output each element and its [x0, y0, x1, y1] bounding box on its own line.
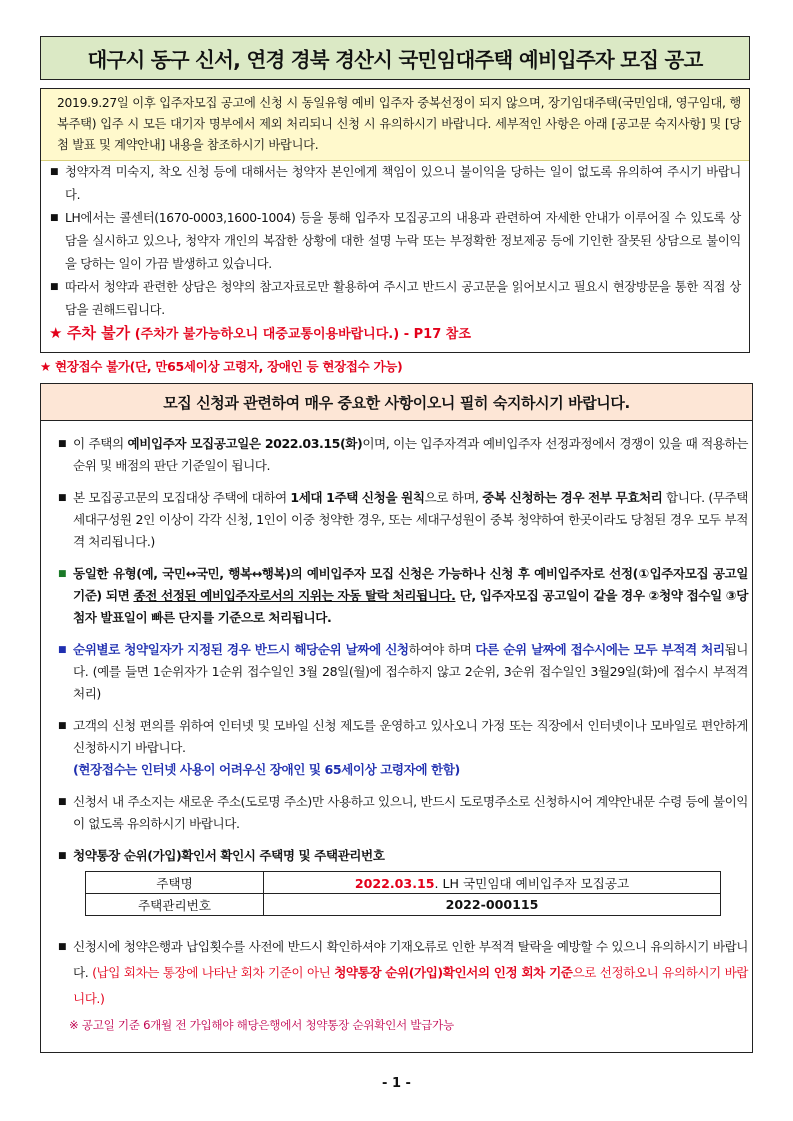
bullet-square-icon: ■: [58, 569, 67, 579]
table-cell-value: 2022.03.15. LH 국민임대 예비입주자 모집공고: [264, 872, 721, 894]
table-row: [86, 872, 721, 894]
house-info-table: [85, 871, 721, 916]
footnote: ※ 공고일 기준 6개월 전 가입해야 해당은행에서 청약통장 순위확인서 발급가능: [69, 1018, 454, 1032]
bullet-square-icon: ■: [58, 645, 67, 655]
list-item: ■ 본 모집공고문의 모집대상 주택에 대하여 1세대 1주택 신청을 원칙으로 하며, 중복 신청하는 경우 전부 무효처리 합니다. (무주택세대구성원 2인 이상이 각각 신청, 1인이 이중 청약한 경우, 또는 세대구성원이 중복 청약하여 한곳이라도 당첨된 경우 모두 부적격 처리됩니다.): [51, 487, 748, 553]
notice-highlight: 2019.9.27일 이후 입주자모집 공고에 신청 시 동일유형 예비 입주자 중복선정이 되지 않으며, 장기임대주택(국민임대, 영구임대, 행복주택) 입주 시 모든 대기자 명부에서 제외 처리되니 신청 시 유의하시기 바랍니다. 세부적인 사항은 아래 [공고문 숙지사항] 및 [당첨 발표 및 계약안내] 내용을 참조하시기 바랍니다.: [41, 89, 749, 161]
table-cell-label: 주택관리번호: [86, 894, 264, 916]
list-item: ■ 고객의 신청 편의를 위하여 인터넷 및 모바일 신청 제도를 운영하고 있사오니 가정 또는 직장에서 인터넷이나 모바일로 편안하게 신청하시기 바랍니다. (현장접수는 인터넷 사용이 어려우신 장애인 및 65세이상 고령자에 한함): [51, 715, 748, 781]
important-notice-heading: 모집 신청과 관련하여 매우 중요한 사항이오니 필히 숙지하시기 바랍니다.: [41, 384, 752, 421]
bullet-square-icon: ■: [58, 851, 67, 861]
page-number: - 1 -: [382, 1076, 411, 1091]
table-cell-value: 2022-000115: [264, 894, 721, 916]
bullet-square-icon: ■: [58, 942, 67, 952]
notice-bullet: ■ LH에서는 콜센터(1670-0003,1600-1004) 등을 통해 입주자 모집공고의 내용과 관련하여 자세한 안내가 이루어질 수 있도록 상담을 실시하고 있으나, 청약자 개인의 복잡한 상황에 대한 설명 누락 또는 부정확한 정보제공 등에 기인한 잘못된 상담으로 불이익을 당하는 일이 가끔 발생하고 있습니다.: [41, 207, 749, 276]
list-item: ■ 청약통장 순위(가입)확인서 확인시 주택명 및 주택관리번호: [51, 845, 748, 867]
bullet-square-icon: ■: [50, 213, 59, 223]
bullet-square-icon: ■: [50, 282, 59, 292]
bullet-square-icon: ■: [58, 797, 67, 807]
parking-notice: ★ 주차 불가 (주차가 불가능하오니 대중교통이용바랍니다.) - P17 참조: [49, 324, 471, 342]
list-item: ■ 이 주택의 예비입주자 모집공고일은 2022.03.15(화)이며, 이는 입주자격과 예비입주자 선정과정에서 경쟁이 있을 때 적용하는 순위 및 배점의 판단 기준일이 됩니다.: [51, 433, 748, 477]
bullet-square-icon: ■: [58, 493, 67, 503]
list-item: ■ 신청서 내 주소지는 새로운 주소(도로명 주소)만 사용하고 있으니, 반드시 도로명주소로 신청하시어 계약안내문 수령 등에 불이익이 없도록 유의하시기 바랍니다.: [51, 791, 748, 835]
bullet-square-icon: ■: [58, 439, 67, 449]
notice-bullet: ■ 따라서 청약과 관련한 상담은 청약의 참고자료로만 활용하여 주시고 반드시 공고문을 읽어보시고 필요시 현장방문을 통한 직접 상담을 권해드립니다.: [41, 276, 749, 322]
important-notice-box: [40, 383, 753, 1053]
list-item: ■ 순위별로 청약일자가 지정된 경우 반드시 해당순위 날짜에 신청하여야 하며 다른 순위 날짜에 접수시에는 모두 부적격 처리됩니다. (예를 들면 1순위자가 1순위 접수일인 3월 28일(월)에 접수하지 않고 2순위, 3순위 접수일인 3월29일(화)에 접수시 부적격 처리): [51, 639, 748, 705]
page-title: 대구시 동구 신서, 연경 경북 경산시 국민임대주택 예비입주자 모집 공고: [87, 48, 703, 72]
notice-bullet: ■ 청약자격 미숙지, 착오 신청 등에 대해서는 청약자 본인에게 책임이 있으니 불이익을 당하는 일이 없도록 유의하여 주시기 바랍니다.: [41, 161, 749, 207]
table-row: [86, 894, 721, 916]
star-icon: ★: [49, 324, 63, 342]
onsite-notice: ★ 현장접수 불가(단, 만65세이상 고령자, 장애인 등 현장접수 가능): [40, 359, 403, 374]
bullet-square-icon: ■: [58, 721, 67, 731]
list-item: ■ 신청시에 청약은행과 납입횟수를 사전에 반드시 확인하셔야 기재오류로 인한 부적격 탈락을 예방할 수 있으니 유의하시기 바랍니다. (납입 회차는 통장에 나타난 회차 기준이 아닌 청약통장 순위(가입)확인서의 인정 회차 기준으로 선정하오니 유의하시기 바랍니다.): [51, 934, 748, 1012]
table-cell-label: 주택명: [86, 872, 264, 894]
bullet-square-icon: ■: [50, 167, 59, 177]
list-item: ■ 동일한 유형(예, 국민↔국민, 행복↔행복)의 예비입주자 모집 신청은 가능하나 신청 후 예비입주자로 선정(①입주자모집 공고일 기준) 되면 종전 선정된 예비입주자로서의 지위는 자동 탈락 처리됩니다. 단, 입주자모집 공고일이 같을 경우 ②청약 접수일 ③당첨자 발표일이 빠른 단지를 기준으로 처리됩니다.: [51, 563, 748, 629]
title-box: [40, 36, 750, 80]
notice-box: [40, 88, 750, 353]
